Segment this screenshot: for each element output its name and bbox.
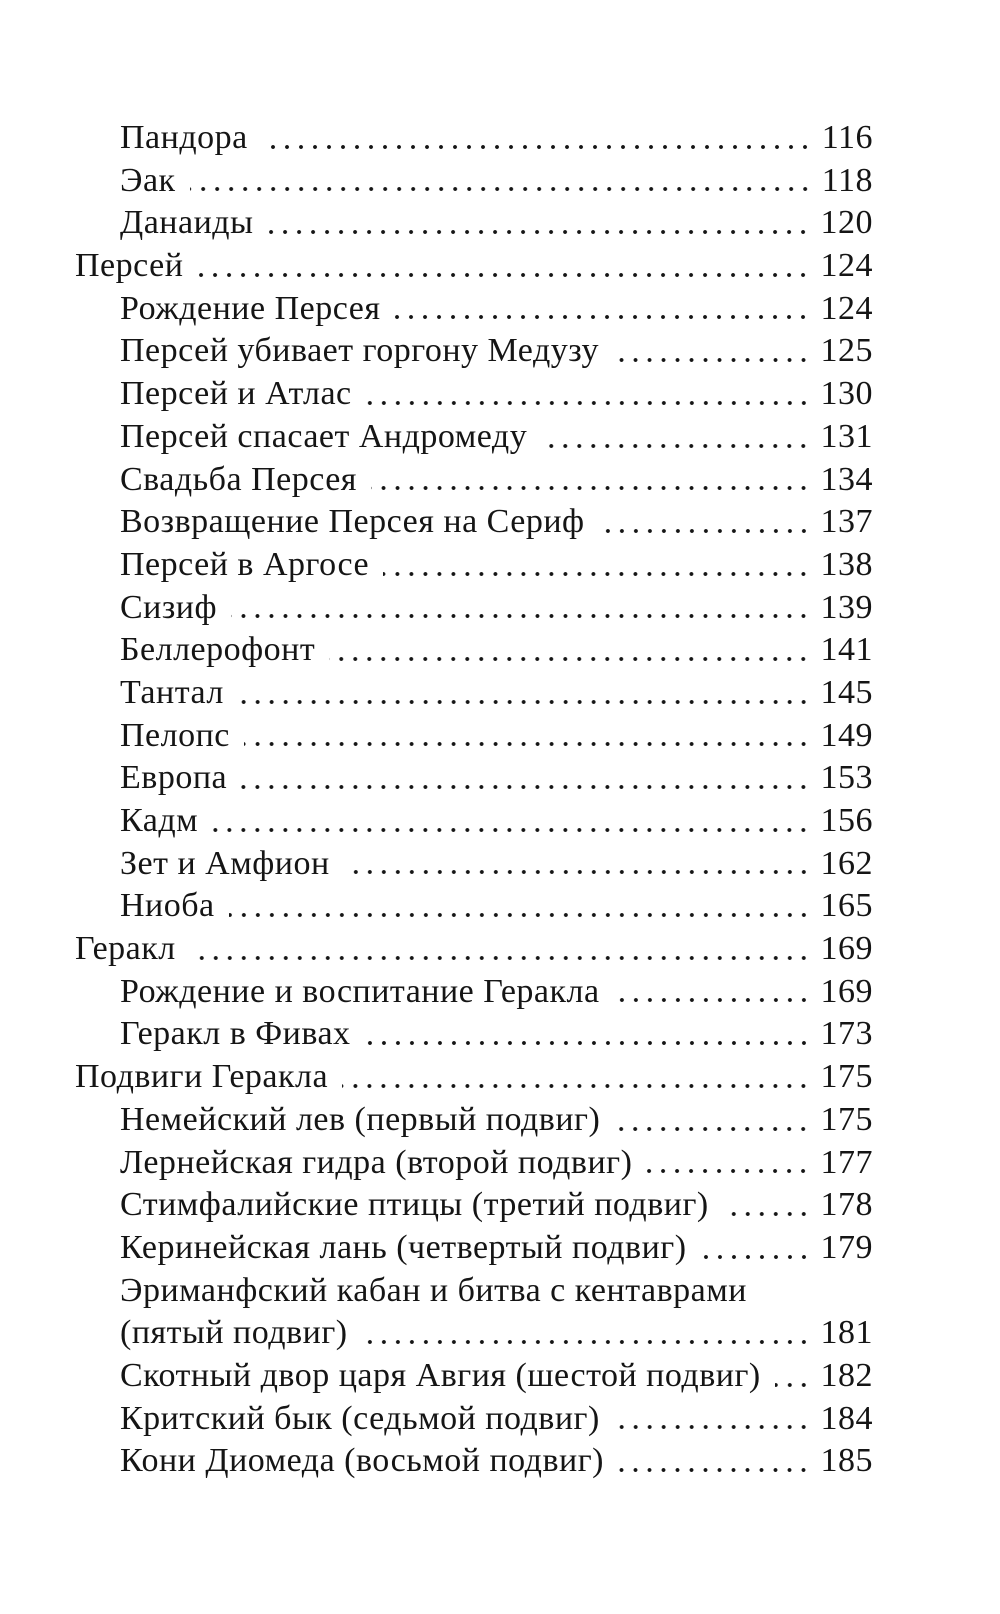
toc-entry-title: Возвращение Персея на Сериф [120,503,585,541]
toc-section-title: Подвиги Геракла [75,1058,329,1096]
toc-entry [75,885,873,928]
toc-entry-title: Персей в Аргосе [120,545,370,583]
toc-entry-page: 138 [820,545,873,583]
toc-entry [75,330,873,373]
dot-leader [190,160,812,203]
dot-leader [244,715,811,758]
toc-section-title: Персей [75,247,184,285]
toc-entry-title: Стимфалийские птицы (третий подвиг) [120,1186,709,1224]
toc-entry-page: 130 [820,375,873,413]
dot-leader [614,971,811,1014]
dot-leader [383,544,810,587]
toc-entry-page: 181 [820,1314,873,1352]
toc-entry-page: 173 [820,1015,873,1053]
dot-leader [701,1227,811,1270]
toc-section-page: 175 [820,1058,873,1096]
dot-leader [614,1099,810,1142]
toc-entry-title: Лернейская гидра (второй подвиг) [120,1143,633,1181]
toc-entry-page: 153 [820,759,873,797]
toc-entry [75,757,873,800]
dot-leader [723,1184,811,1227]
toc-entry-page: 156 [820,802,873,839]
toc-entry-page: 149 [820,716,873,754]
toc-entry-title: Кадм [120,802,199,839]
toc-entry-page: 131 [820,417,873,455]
toc-entry [75,587,873,630]
toc-entry [75,1099,873,1142]
dot-leader [197,245,810,288]
toc-entry [75,459,873,502]
toc-entry-page: 118 [821,161,873,199]
toc-entry [75,160,873,203]
toc-entry-page: 165 [820,887,873,925]
toc-entry-title: Тантал [120,673,224,711]
toc-entry-title-continued: (пятый подвиг) [120,1314,348,1352]
dot-leader [541,416,810,459]
toc-entry-page: 184 [820,1399,873,1437]
dot-leader [238,672,811,715]
dot-leader [241,757,810,800]
dot-leader [342,1056,810,1099]
toc-entry-page: 120 [820,204,873,242]
dot-leader [229,885,811,928]
toc-entry-title: Геракл в Фивах [120,1015,351,1053]
toc-entry-title: Сизиф [120,588,218,626]
toc-entry [75,672,873,715]
dot-leader [613,330,811,373]
dot-leader [614,1398,811,1441]
dot-leader [618,1440,811,1483]
toc-entry-title: Зет и Амфион [120,844,330,882]
toc-entry-title: Персей и Атлас [120,375,352,413]
toc-entry [75,1227,873,1270]
toc-entry-title: Пелопс [120,716,230,754]
toc-entry-page: 162 [820,844,873,882]
dot-leader [365,1013,811,1056]
dot-leader [344,843,811,886]
dot-leader [262,117,812,160]
toc-entry [75,416,873,459]
toc-section [75,1056,873,1099]
toc-entry-title: Рождение Персея [120,289,381,327]
toc-entry-title: Кони Диомеда (восьмой подвиг) [120,1442,604,1480]
toc-entry-page: 134 [820,460,873,498]
toc-section-page: 124 [820,247,873,285]
toc-section [75,245,873,288]
toc-entry-page: 124 [820,289,873,327]
toc-entry-page: 175 [820,1100,873,1138]
toc-entry [75,1355,873,1398]
toc-entry [75,1270,873,1355]
toc-entry [75,202,873,245]
toc-entry [75,288,873,331]
toc-entry [75,1142,873,1185]
toc-section [75,928,873,971]
toc-entry-page: 145 [820,673,873,711]
toc-entry [75,501,873,544]
toc-entry-title: Беллерофонт [120,631,316,669]
toc-entry [75,373,873,416]
dot-leader [366,373,811,416]
toc-entry-title: Рождение и воспитание Геракла [120,972,600,1010]
toc-section-title: Геракл [75,930,176,968]
toc-entry-title: Европа [120,759,228,797]
toc-entry-page: 185 [820,1442,873,1480]
table-of-contents [75,117,873,1483]
toc-entry-continuation [120,1312,873,1355]
toc-entry-title: Пандора [120,119,248,156]
toc-entry [75,117,873,160]
toc-entry [75,971,873,1014]
toc-entry-title: Скотный двор царя Авгия (шестой подвиг) [120,1356,761,1394]
toc-entry-title: Ниоба [120,887,215,925]
toc-entry-page: 178 [820,1186,873,1224]
dot-leader [190,928,811,971]
toc-entry-title: Керинейская лань (четвертый подвиг) [120,1228,687,1266]
toc-entry-page: 169 [820,972,873,1010]
dot-leader [599,501,811,544]
toc-entry-page: 137 [820,503,873,541]
toc-entry-title: Эак [120,161,176,199]
dot-leader [212,800,810,843]
dot-leader [362,1312,811,1355]
toc-entry-title: Персей спасает Андромеду [120,417,528,455]
toc-entry [75,1184,873,1227]
toc-entry [75,629,873,672]
toc-entry [75,715,873,758]
toc-entry-page: 141 [820,631,873,669]
toc-entry [75,800,873,843]
dot-leader [775,1355,811,1398]
toc-entry-title: Персей убивает горгону Медузу [120,332,599,370]
toc-entry-title: Критский бык (седьмой подвиг) [120,1399,600,1437]
toc-entry-page: 125 [820,332,873,370]
toc-entry [75,1398,873,1441]
toc-entry-title: Данаиды [120,204,254,242]
dot-leader [231,587,810,630]
dot-leader [371,459,811,502]
toc-entry [75,544,873,587]
dot-leader [394,288,810,331]
toc-entry-title: Эриманфский кабан и битва с кентаврами [120,1271,747,1309]
toc-entry-page: 139 [820,588,873,626]
toc-entry-title: Свадьба Персея [120,460,357,498]
toc-entry-page: 179 [820,1228,873,1266]
toc-entry-page: 116 [821,119,873,156]
dot-leader [646,1142,810,1185]
toc-entry [75,1440,873,1483]
dot-leader [329,629,810,672]
toc-entry-title: Немейский лев (первый подвиг) [120,1100,601,1138]
toc-entry-page: 177 [820,1143,873,1181]
toc-section-page: 169 [820,930,873,968]
toc-entry [75,1013,873,1056]
dot-leader [267,202,810,245]
toc-entry-page: 182 [820,1356,873,1394]
toc-entry [75,843,873,886]
